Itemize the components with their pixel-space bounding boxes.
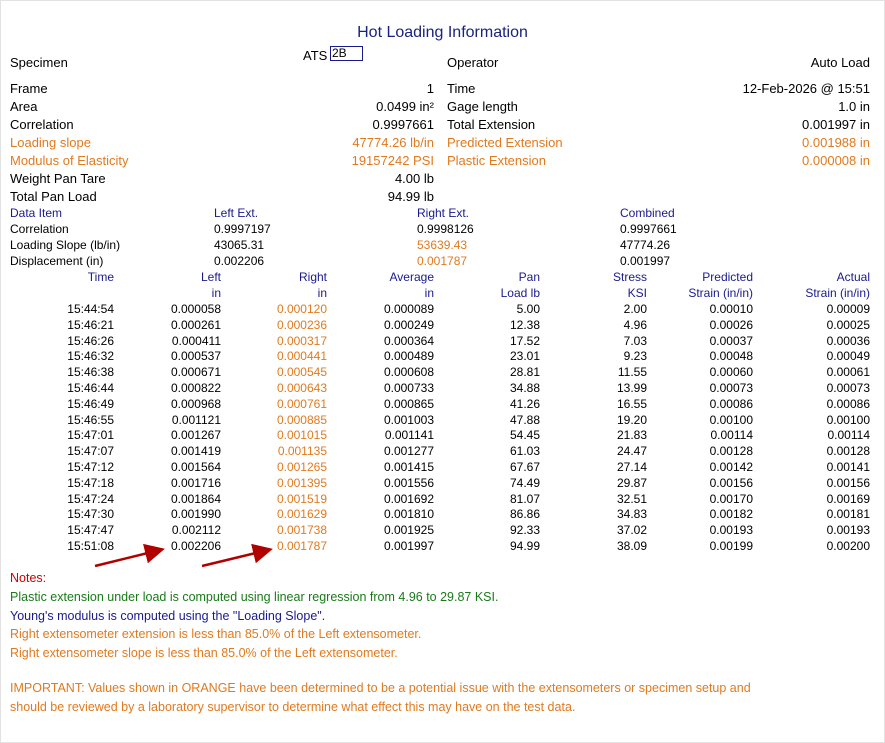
table-cell: 0.001135 <box>277 444 327 459</box>
table-cell: 0.000120 <box>276 302 327 316</box>
table-cell: 15:46:55 <box>67 412 114 427</box>
table-cell: 9.23 <box>623 349 647 364</box>
table-cell: 0.001277 <box>383 444 434 459</box>
table-cell: 0.00049 <box>826 349 870 364</box>
table-cell: 0.00114 <box>827 428 870 443</box>
table-cell: 74.49 <box>509 475 540 490</box>
table-cell: 15:46:49 <box>67 396 114 411</box>
table-cell: 0.00142 <box>709 460 753 474</box>
table-cell: 0.001267 <box>170 428 221 443</box>
column-unit: Load lb <box>500 286 540 300</box>
table-cell: 27.14 <box>616 460 647 474</box>
table-cell: 0.00073 <box>709 381 753 395</box>
field-value: 1 <box>426 81 434 96</box>
summary-left: 43065.31 <box>214 238 265 252</box>
table-cell: 0.000537 <box>170 349 221 364</box>
table-cell: 17.52 <box>509 333 540 348</box>
summary-item: Displacement (in) <box>10 254 104 268</box>
table-cell: 0.001121 <box>171 412 221 427</box>
table-cell: 0.000489 <box>383 349 434 364</box>
table-cell: 0.000761 <box>276 396 327 411</box>
summary-header: Data Item <box>10 206 63 220</box>
field-label: Time <box>447 81 476 96</box>
table-cell: 16.55 <box>616 396 647 411</box>
summary-right: 0.001787 <box>417 254 468 268</box>
field-value: 0.000008 in <box>802 153 870 168</box>
table-cell: 0.00114 <box>710 428 753 443</box>
table-cell: 29.87 <box>616 475 647 490</box>
table-cell: 0.00037 <box>709 333 753 348</box>
table-cell: 0.000608 <box>383 365 434 380</box>
operator-label: Operator <box>447 55 499 70</box>
table-cell: 86.86 <box>509 507 540 522</box>
summary-combined: 47774.26 <box>620 238 671 252</box>
table-cell: 0.001738 <box>276 523 327 538</box>
table-cell: 0.000545 <box>276 365 327 380</box>
field-label: Plastic Extension <box>447 153 546 168</box>
table-cell: 0.000865 <box>383 396 434 411</box>
table-cell: 67.67 <box>509 460 540 474</box>
table-cell: 0.00181 <box>826 507 870 522</box>
table-cell: 0.000822 <box>170 381 221 395</box>
table-cell: 34.88 <box>509 381 540 395</box>
summary-left: 0.002206 <box>214 254 265 268</box>
table-cell: 0.00036 <box>826 333 870 348</box>
table-cell: 0.000733 <box>383 381 434 395</box>
table-cell: 23.01 <box>509 349 540 364</box>
column-header: Left <box>200 270 221 284</box>
field-label: Gage length <box>447 99 518 114</box>
table-cell: 0.00193 <box>709 523 753 538</box>
table-cell: 0.00086 <box>826 396 870 411</box>
arrow-left-final <box>95 550 160 566</box>
table-cell: 47.88 <box>509 412 540 427</box>
table-cell: 15:46:32 <box>67 349 114 364</box>
column-header: Average <box>389 270 434 284</box>
table-cell: 0.000968 <box>170 396 221 411</box>
summary-item: Correlation <box>10 222 69 236</box>
table-cell: 15:46:38 <box>67 365 114 380</box>
table-cell: 15:47:01 <box>67 428 114 443</box>
table-cell: 5.00 <box>516 302 540 316</box>
table-cell: 0.00086 <box>709 396 753 411</box>
table-cell: 0.001265 <box>276 460 327 474</box>
table-cell: 94.99 <box>509 539 540 553</box>
field-label: Total Extension <box>447 117 536 132</box>
table-cell: 92.33 <box>509 523 540 538</box>
table-cell: 15:47:18 <box>67 475 114 490</box>
table-cell: 54.45 <box>509 428 540 443</box>
page-title: Hot Loading Information <box>357 24 528 41</box>
table-cell: 0.001519 <box>276 491 327 506</box>
field-value: 47774.26 lb/in <box>352 135 434 150</box>
field-label: Weight Pan Tare <box>10 171 106 186</box>
column-header: Right <box>298 270 327 284</box>
table-cell: 0.00100 <box>709 412 753 427</box>
table-cell: 15:47:12 <box>67 460 114 474</box>
table-cell: 81.07 <box>509 491 540 506</box>
table-cell: 15:47:07 <box>67 444 114 459</box>
table-cell: 0.001997 <box>383 539 434 553</box>
ats-specimen-field[interactable]: 2B <box>330 46 363 61</box>
field-value: 0.9997661 <box>372 117 434 132</box>
table-cell: 0.001003 <box>383 412 434 427</box>
summary-header: Combined <box>620 206 675 220</box>
table-cell: 28.81 <box>509 365 540 380</box>
table-cell: 0.00100 <box>826 412 870 427</box>
table-cell: 0.00061 <box>826 365 870 380</box>
table-cell: 0.001925 <box>383 523 434 538</box>
table-cell: 0.00073 <box>826 381 870 395</box>
table-cell: 21.83 <box>616 428 647 443</box>
table-cell: 0.000441 <box>276 349 327 364</box>
table-cell: 15:47:24 <box>67 491 114 506</box>
table-cell: 24.47 <box>616 444 647 459</box>
note-line: Right extensometer slope is less than 85.0% of the Left extensometer. <box>10 645 398 660</box>
table-cell: 15:46:21 <box>67 317 114 332</box>
table-cell: 0.00026 <box>709 317 753 332</box>
table-cell: 0.00156 <box>709 475 753 490</box>
table-cell: 0.00009 <box>826 302 870 316</box>
table-cell: 15:44:54 <box>67 302 114 316</box>
column-unit: in <box>317 286 327 300</box>
table-cell: 2.00 <box>623 302 647 316</box>
table-cell: 0.00025 <box>826 317 870 332</box>
column-header: Actual <box>836 270 870 284</box>
field-value: 0.001988 in <box>802 135 870 150</box>
summary-combined: 0.9997661 <box>620 222 677 236</box>
summary-left: 0.9997197 <box>214 222 271 236</box>
important-line-2: should be reviewed by a laboratory supervisor to determine what effect this may have on the test data. <box>10 700 576 714</box>
table-cell: 15:51:08 <box>67 539 114 553</box>
table-cell: 0.00193 <box>826 523 870 538</box>
column-unit: in <box>424 286 434 300</box>
table-cell: 0.001692 <box>383 491 434 506</box>
table-cell: 0.00156 <box>826 475 870 490</box>
table-cell: 0.001419 <box>170 444 221 459</box>
table-cell: 0.000364 <box>383 333 434 348</box>
table-cell: 0.001810 <box>383 507 434 522</box>
table-cell: 0.001415 <box>383 460 434 474</box>
table-cell: 38.09 <box>616 539 647 553</box>
table-cell: 0.00128 <box>826 444 870 459</box>
summary-item: Loading Slope (lb/in) <box>10 238 121 252</box>
table-cell: 0.001395 <box>276 475 327 490</box>
table-cell: 0.00170 <box>709 491 753 506</box>
table-cell: 15:46:44 <box>67 381 114 395</box>
note-line: Plastic extension under load is computed using linear regression from 4.96 to 29.87 KSI. <box>10 590 499 604</box>
summary-combined: 0.001997 <box>620 254 671 268</box>
field-label: Predicted Extension <box>447 135 563 150</box>
important-line-1: IMPORTANT: Values shown in ORANGE have been determined to be a potential issue with the extensometers or specimen setup and <box>10 681 751 695</box>
table-cell: 15:46:26 <box>67 333 114 348</box>
table-cell: 13.99 <box>616 381 647 395</box>
field-label: Modulus of Elasticity <box>10 153 129 168</box>
table-cell: 15:47:47 <box>67 523 114 538</box>
table-cell: 0.001990 <box>170 507 221 522</box>
table-cell: 61.03 <box>509 444 540 459</box>
table-cell: 0.00182 <box>709 507 753 522</box>
table-cell: 0.000317 <box>276 333 327 348</box>
table-cell: 0.000411 <box>171 333 221 348</box>
field-value: 0.001997 in <box>802 117 870 132</box>
table-cell: 0.000261 <box>170 317 221 332</box>
table-cell: 0.00199 <box>709 539 753 553</box>
table-cell: 0.000089 <box>383 302 434 316</box>
table-cell: 0.000236 <box>276 317 327 332</box>
column-header: Pan <box>518 270 540 284</box>
column-header: Time <box>87 270 114 284</box>
column-header: Stress <box>612 270 647 284</box>
table-cell: 0.002112 <box>171 523 221 538</box>
column-unit: Strain (in/in) <box>805 286 870 300</box>
table-cell: 0.001564 <box>170 460 221 474</box>
column-unit: in <box>211 286 221 300</box>
arrow-right-final <box>202 550 268 566</box>
field-value: 0.0499 in² <box>376 99 434 114</box>
table-cell: 0.00060 <box>709 365 753 380</box>
table-cell: 0.00010 <box>709 302 753 316</box>
table-cell: 0.00200 <box>826 539 870 553</box>
field-label: Correlation <box>10 117 74 132</box>
table-cell: 11.55 <box>617 365 647 380</box>
table-cell: 19.20 <box>616 412 647 427</box>
table-cell: 0.00048 <box>709 349 753 364</box>
field-value: 19157242 PSI <box>351 153 434 168</box>
field-label: Total Pan Load <box>10 189 97 204</box>
table-cell: 12.38 <box>509 317 540 332</box>
table-cell: 37.02 <box>616 523 647 538</box>
specimen-label: Specimen <box>10 55 68 70</box>
table-cell: 0.000671 <box>170 365 221 380</box>
table-cell: 7.03 <box>623 333 647 348</box>
summary-right: 53639.43 <box>417 238 468 252</box>
table-cell: 41.26 <box>509 396 540 411</box>
note-line: Right extensometer extension is less than 85.0% of the Left extensometer. <box>10 627 422 641</box>
table-cell: 0.00128 <box>709 444 753 459</box>
table-cell: 0.000249 <box>383 317 434 332</box>
table-cell: 0.001015 <box>276 428 327 443</box>
operator-value: Auto Load <box>810 55 870 70</box>
table-cell: 15:47:30 <box>67 507 114 522</box>
table-cell: 0.000885 <box>276 412 327 427</box>
column-unit: KSI <box>627 286 647 300</box>
table-cell: 0.001556 <box>383 475 434 490</box>
note-line: Young's modulus is computed using the "Loading Slope". <box>10 608 326 623</box>
table-cell: 0.001629 <box>276 507 327 522</box>
summary-header: Right Ext. <box>417 206 470 220</box>
table-cell: 0.001141 <box>384 428 434 443</box>
field-value: 12-Feb-2026 @ 15:51 <box>742 81 870 96</box>
table-cell: 0.001716 <box>170 475 221 490</box>
table-cell: 0.002206 <box>170 539 221 553</box>
table-cell: 0.000643 <box>276 381 327 395</box>
summary-header: Left Ext. <box>214 206 259 220</box>
field-label: Frame <box>10 81 48 96</box>
table-cell: 0.000058 <box>170 302 221 316</box>
field-value: 1.0 in <box>838 99 870 114</box>
column-unit: Strain (in/in) <box>688 286 753 300</box>
table-cell: 4.96 <box>623 317 647 332</box>
table-cell: 0.00141 <box>826 460 870 474</box>
field-value: 4.00 lb <box>394 171 434 186</box>
table-cell: 34.83 <box>616 507 647 522</box>
table-cell: 0.00169 <box>826 491 870 506</box>
field-label: Area <box>10 99 38 114</box>
table-cell: 32.51 <box>616 491 647 506</box>
field-label: Loading slope <box>10 135 91 150</box>
summary-right: 0.9998126 <box>417 222 474 236</box>
field-value: 94.99 lb <box>387 189 434 204</box>
ats-label: ATS <box>303 48 328 63</box>
table-cell: 0.001864 <box>170 491 221 506</box>
table-cell: 0.001787 <box>276 539 327 553</box>
column-header: Predicted <box>702 270 753 284</box>
notes-heading: Notes: <box>10 571 47 585</box>
